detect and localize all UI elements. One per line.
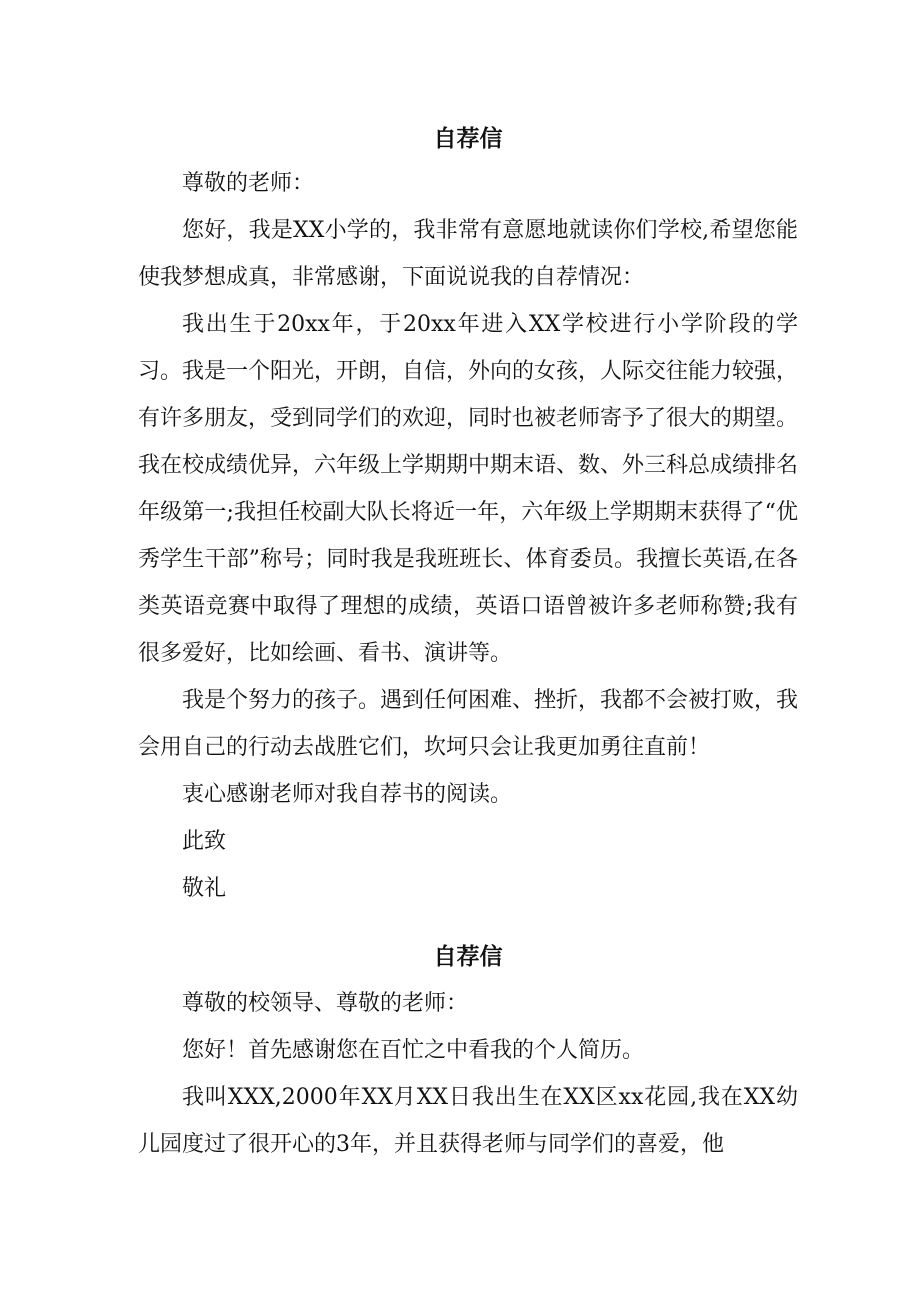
- paragraph-introduction: 我叫XXX,2000年XX月XX日我出生在XX区xx花园,我在XX幼儿园度过了很开心的3年，并且获得老师与同学们的喜爱，他: [138, 1085, 798, 1157]
- closing-ci-zhi: 此致: [182, 829, 227, 854]
- paragraph-greeting: 您好！首先感谢您在百忙之中看我的个人简历。: [182, 1038, 645, 1063]
- letter-title: 自荐信: [433, 125, 503, 152]
- salutation: 尊敬的老师：: [182, 171, 315, 196]
- letter-2: [138, 942, 798, 1168]
- closing-jing-li: 敬礼: [182, 876, 227, 901]
- paragraph-greeting: 您好，我是XX小学的，我非常有意愿地就读你们学校,希望您能使我梦想成真，非常感谢，下面说说我的自荐情况：: [138, 218, 798, 290]
- letter-title: 自荐信: [433, 943, 503, 970]
- paragraph-background: 我出生于20xx年，于20xx年进入XX学校进行小学阶段的学习。我是一个阳光，开朗，自信，外向的女孩，人际交往能力较强，有许多朋友，受到同学们的欢迎，同时也被老师寄予了很大的期望。我在校成绩优异，六年级上学期期中期末语、数、外三科总成绩排名年级第一;我担任校副大队长将近一年，六年级上学期期末获得了“优秀学生干部”称号；同时我是我班班长、体育委员。我擅长英语,在各类英语竞赛中取得了理想的成绩，英语口语曾被许多老师称赞;我有很多爱好，比如绘画、看书、演讲等。: [138, 312, 799, 666]
- paragraph-character: 我是个努力的孩子。遇到任何困难、挫折，我都不会被打败，我会用自己的行动去战胜它们，坎坷只会让我更加勇往直前！: [138, 688, 799, 760]
- salutation: 尊敬的校领导、尊敬的老师：: [182, 991, 469, 1016]
- letter-1: [138, 124, 798, 912]
- paragraph-thanks: 衷心感谢老师对我自荐书的阅读。: [182, 782, 513, 807]
